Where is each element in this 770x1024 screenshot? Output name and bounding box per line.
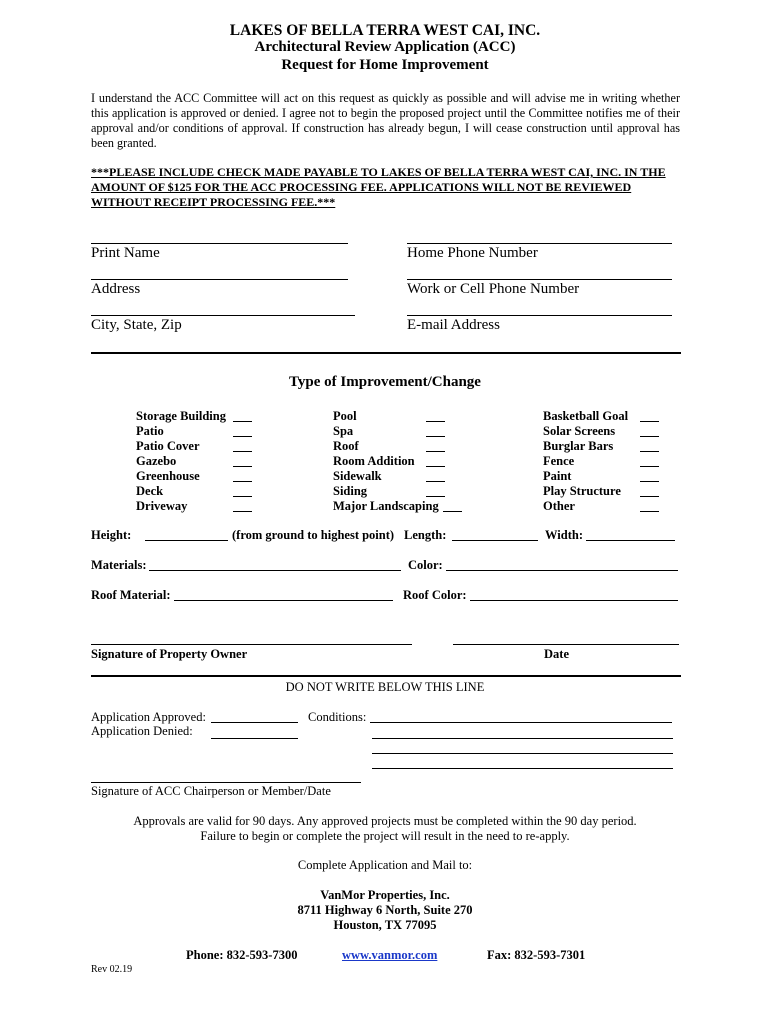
work-phone-label: Work or Cell Phone Number (407, 281, 580, 297)
height-field[interactable] (145, 540, 228, 541)
improvement-option-label: Gazebo (136, 454, 177, 468)
improvement-checkbox-blank[interactable] (233, 436, 252, 437)
form-title: Architectural Review Application (ACC) (254, 39, 516, 55)
denied-field[interactable] (211, 738, 298, 739)
denied-label: Application Denied: (91, 724, 193, 738)
owner-signature-line[interactable] (91, 644, 412, 645)
improvement-checkbox-blank[interactable] (640, 466, 659, 467)
materials-label: Materials: (91, 558, 147, 572)
acc-signature-line[interactable] (91, 782, 361, 783)
fax-number: Fax: 832-593-7301 (487, 948, 586, 962)
improvement-checkbox-blank[interactable] (640, 511, 659, 512)
do-not-write-label: DO NOT WRITE BELOW THIS LINE (285, 680, 485, 694)
improvement-option-label: Storage Building (136, 409, 226, 423)
width-field[interactable] (586, 540, 675, 541)
company-city: Houston, TX 77095 (333, 918, 437, 932)
improvement-checkbox-blank[interactable] (233, 481, 252, 482)
address-label: Address (91, 281, 141, 297)
address-line[interactable] (91, 279, 348, 280)
phone-number: Phone: 832-593-7300 (186, 948, 298, 962)
materials-field[interactable] (149, 570, 401, 571)
conditions-field-2[interactable] (372, 738, 673, 739)
date-label: Date (544, 647, 569, 661)
home-phone-label: Home Phone Number (407, 245, 538, 261)
height-label: Height: (91, 528, 132, 542)
roof-material-field[interactable] (174, 600, 393, 601)
improvement-option-label: Sidewalk (333, 469, 382, 483)
company-street: 8711 Highway 6 North, Suite 270 (297, 903, 473, 917)
improvement-checkbox-blank[interactable] (640, 436, 659, 437)
conditions-field-4[interactable] (372, 768, 673, 769)
revision-label: Rev 02.19 (91, 964, 133, 975)
improvement-option-label: Fence (543, 454, 575, 468)
roof-color-label: Roof Color: (403, 588, 467, 602)
improvement-heading: Type of Improvement/Change (289, 374, 481, 390)
improvement-checkbox-blank[interactable] (426, 466, 445, 467)
improvement-option-label: Paint (543, 469, 572, 483)
improvement-checkbox-blank[interactable] (426, 421, 445, 422)
improvement-option-label: Patio (136, 424, 164, 438)
print-name-line[interactable] (91, 243, 348, 244)
improvement-option-label: Patio Cover (136, 439, 200, 453)
fee-notice: ***PLEASE INCLUDE CHECK MADE PAYABLE TO LAKES OF BELLA TERRA WEST CAI, INC. IN THE AMOUNT OF $125 FOR THE ACC PROCESSING FEE. APPLICATIONS WILL NOT BE REVIEWED WITHOUT RECEIPT PROCESSING FEE.*** (91, 165, 666, 209)
approved-label: Application Approved: (91, 710, 206, 724)
conditions-field-3[interactable] (372, 753, 673, 754)
date-line[interactable] (453, 644, 679, 645)
improvement-checkbox-blank[interactable] (233, 421, 252, 422)
height-note: (from ground to highest point) (232, 528, 395, 542)
improvement-checkbox-blank[interactable] (426, 451, 445, 452)
color-field[interactable] (446, 570, 678, 571)
approved-field[interactable] (211, 722, 298, 723)
improvement-checkbox-blank[interactable] (443, 511, 462, 512)
validity-line-2: Failure to begin or complete the project will result in the need to re-apply. (200, 829, 570, 843)
improvement-option-label: Room Addition (333, 454, 415, 468)
email-line[interactable] (407, 315, 672, 316)
conditions-label: Conditions: (308, 710, 367, 724)
improvement-checkbox-blank[interactable] (233, 496, 252, 497)
email-label: E-mail Address (407, 317, 500, 333)
print-name-label: Print Name (91, 245, 160, 261)
improvement-checkbox-blank[interactable] (640, 451, 659, 452)
improvement-checkbox-blank[interactable] (640, 421, 659, 422)
improvement-option-label: Driveway (136, 499, 188, 513)
color-label: Color: (408, 558, 443, 572)
improvement-option-label: Siding (333, 484, 368, 498)
improvement-checkbox-blank[interactable] (426, 481, 445, 482)
improvement-option-label: Deck (136, 484, 164, 498)
acc-signature-label: Signature of ACC Chairperson or Member/Date (91, 784, 331, 798)
section-divider (91, 352, 681, 354)
website-link[interactable]: www.vanmor.com (342, 948, 438, 962)
improvement-option-label: Greenhouse (136, 469, 200, 483)
improvement-checkbox-blank[interactable] (233, 466, 252, 467)
improvement-option-label: Play Structure (543, 484, 621, 498)
conditions-field-1[interactable] (370, 722, 672, 723)
office-divider (91, 675, 681, 677)
improvement-option-label: Burglar Bars (543, 439, 614, 453)
improvement-option-label: Major Landscaping (333, 499, 439, 513)
length-field[interactable] (452, 540, 538, 541)
width-label: Width: (545, 528, 583, 542)
form-subtitle: Request for Home Improvement (281, 57, 489, 73)
city-state-zip-label: City, State, Zip (91, 317, 182, 333)
improvement-checkbox-blank[interactable] (640, 481, 659, 482)
work-phone-line[interactable] (407, 279, 672, 280)
roof-color-field[interactable] (470, 600, 678, 601)
city-state-zip-line[interactable] (91, 315, 355, 316)
improvement-checkbox-blank[interactable] (640, 496, 659, 497)
intro-paragraph: I understand the ACC Committee will act on this request as quickly as possible and will advise me in writing whether this application is approved or denied. I agree not to begin the proposed project until the Committee notifies me of their approval and/or conditions of approval. If construction has already begun, I will cease construction until approval has been granted. (91, 91, 680, 150)
improvement-option-label: Pool (333, 409, 357, 423)
improvement-option-label: Other (543, 499, 575, 513)
owner-signature-label: Signature of Property Owner (91, 647, 248, 661)
improvement-checkbox-blank[interactable] (233, 511, 252, 512)
home-phone-line[interactable] (407, 243, 672, 244)
mail-intro: Complete Application and Mail to: (297, 858, 473, 872)
improvement-option-label: Solar Screens (543, 424, 616, 438)
improvement-option-label: Basketball Goal (543, 409, 629, 423)
company-name: VanMor Properties, Inc. (320, 888, 450, 902)
improvement-checkbox-blank[interactable] (426, 436, 445, 437)
improvement-option-label: Roof (333, 439, 359, 453)
roof-material-label: Roof Material: (91, 588, 171, 602)
improvement-checkbox-blank[interactable] (426, 496, 445, 497)
improvement-checkbox-blank[interactable] (233, 451, 252, 452)
validity-line-1: Approvals are valid for 90 days. Any approved projects must be completed within the 90 day period. (133, 814, 637, 828)
length-label: Length: (404, 528, 447, 542)
improvement-option-label: Spa (333, 424, 354, 438)
org-title: LAKES OF BELLA TERRA WEST CAI, INC. (229, 22, 541, 39)
